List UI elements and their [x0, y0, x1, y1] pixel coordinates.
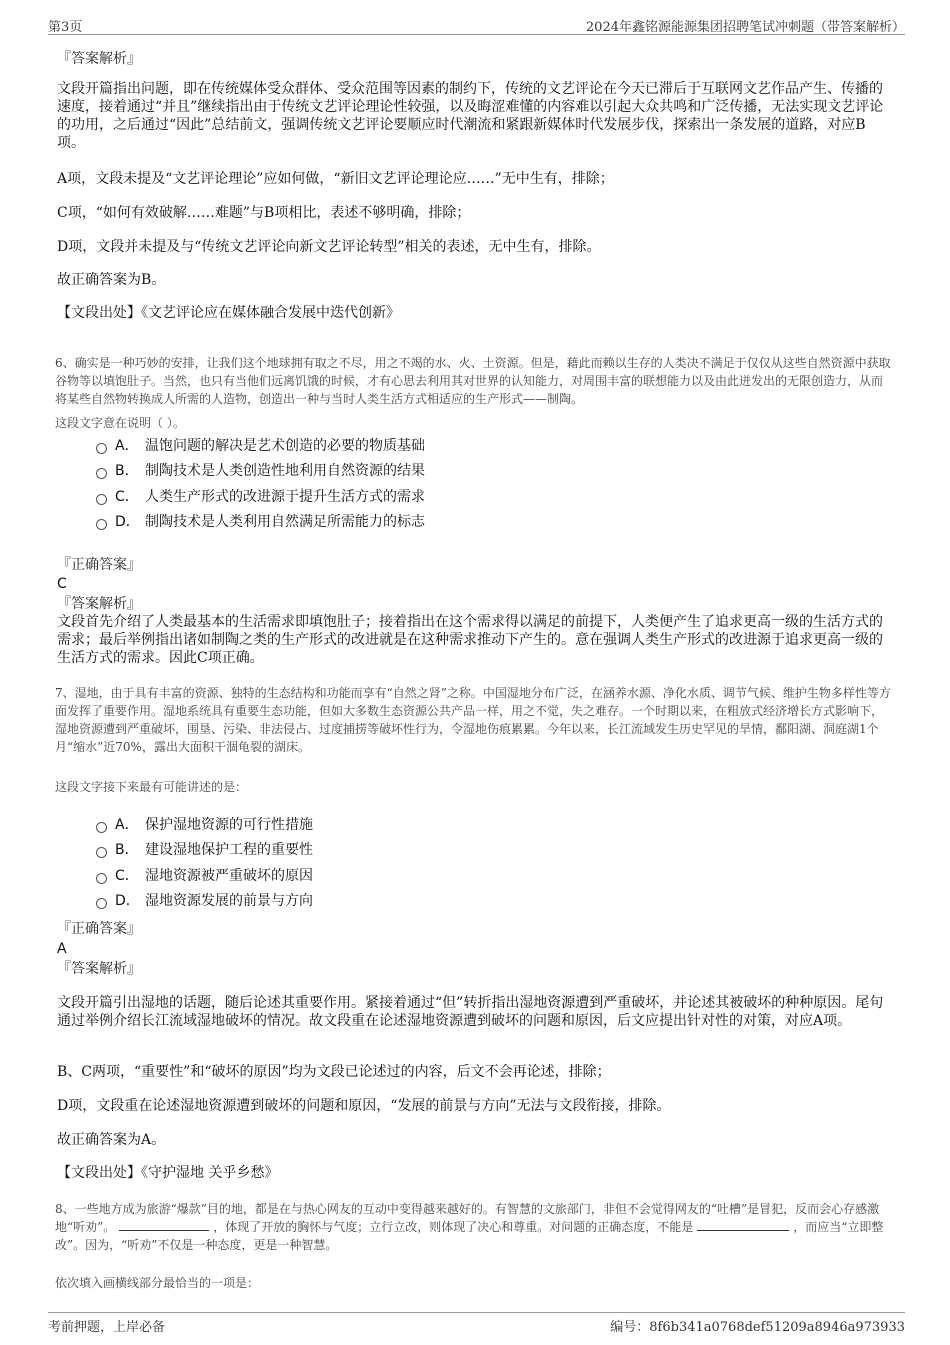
page-header [48, 14, 905, 35]
q6-analysis-label: 『答案解析』 [57, 596, 141, 612]
q6-stem: 6、确实是一种巧妙的安排，让我们这个地球拥有取之不尽，用之不竭的水、火、土资源。但是，藉此而赖以生存的人类决不满足于仅仅从这些自然资源中获取谷物等以填饱肚子。当然，也只有当他们远离饥饿的时候，才有心思去利用其对世界的认知能力，对周围丰富的联想能力以及由此迸发出的无限创造力，从而将某些自然物转换成人所需的人造物，创造出一种与当时人类生活方式相适应的生产形式——制陶。 [55, 356, 891, 406]
q5-source: 【文段出处】《文艺评论应在媒体融合发展中迭代创新》 [57, 305, 400, 321]
q5-option-c-explanation: C项，“如何有效破解……难题”与B项相比，表述不够明确，排除； [57, 205, 471, 221]
radio-icon[interactable] [96, 898, 107, 909]
q6-correct-answer: C [57, 576, 67, 592]
q5-analysis: 文段开篇指出问题，即在传统媒体受众群体、受众范围等因素的制约下，传统的文艺评论在今天已滞后于互联网文艺作品产生、传播的速度，接着通过“并且”继续指出由于传统文艺评论理论性较强，以及晦涩难懂的内容难以引起大众共鸣和广泛传播，无法实现文艺评论的功用，之后通过“因此”总结前文，强调传统文艺评论要顺应时代潮流和紧跟新媒体时代发展步伐，探索出一条发展的道路，对应B项。 [57, 81, 884, 151]
document-code: 编号：8f6b341a0768def51209a8946a973933 [610, 1320, 905, 1335]
radio-icon[interactable] [96, 822, 107, 833]
q5-option-a-explanation: A项，文段未提及“文艺评论理论”应如何做，“新旧文艺评论理论应……”无中生有，排除； [57, 171, 614, 187]
q7-stem: 7、湿地，由于具有丰富的资源、独特的生态结构和功能而享有“自然之肾”之称。中国湿地分布广泛，在涵养水源、净化水质、调节气候、维护生物多样性等方面发挥了重要作用。湿地系统具有重要生态功能，但如大多数生态资源公共产品一样，用之不觉，失之难存。一个时期以来，在粗放式经济增长方式影响下，湿地资源遭到严重破坏，围垦、污染、非法侵占、过度捕捞等破坏性行为，令湿地伤痕累累。今年以来，长江流域发生历史罕见的旱情，鄱阳湖、洞庭湖1个月“缩水”近70%，露出大面积干涸龟裂的湖床。 [55, 686, 891, 754]
fill-blank-2[interactable] [697, 1220, 789, 1231]
q7-prompt: 这段文字接下来最有可能讲述的是： [55, 780, 248, 794]
q6-analysis: 文段首先介绍了人类最基本的生活需求即填饱肚子；接着指出在这个需求得以满足的前提下，人类便产生了追求更高一级的生活方式的需求；最后举例指出诸如制陶之类的生产形式的改进就是在这种需求推动下产生的。意在强调人类生产形式的改进源于追求更高一级的生活方式的需求。因此C项正确。 [57, 614, 883, 666]
q6-option-c[interactable]: C． 人类生产形式的改进源于提升生活方式的需求 [96, 485, 425, 507]
q8-stem: 8、一些地方成为旅游“爆款”目的地，都是在与热心网友的互动中变得越来越好的。有智慧的文旅部门，非但不会觉得网友的“吐槽”是冒犯，反而会心存感激地“听劝”。 ，体现了开放的胸怀与气度；立行立改，则体现了决心和尊重。对问题的正确态度，不能是 ，而应当“立即整改”。因为，“听劝”不仅是一种态度，更是一种智慧。 [55, 1202, 884, 1252]
q7-option-d-explanation: D项，文段重在论述湿地资源遭到破坏的问题和原因，“发展的前景与方向”无法与文段衔接，排除。 [57, 1098, 671, 1114]
q8-prompt: 依次填入画横线部分最恰当的一项是： [55, 1276, 260, 1290]
q7-correct-label: 『正确答案』 [57, 921, 141, 937]
radio-icon[interactable] [96, 847, 107, 858]
q6-correct-label: 『正确答案』 [57, 557, 141, 573]
radio-icon[interactable] [96, 443, 107, 454]
q7-option-c[interactable]: C． 湿地资源被严重破坏的原因 [96, 864, 313, 886]
footer-slogan: 考前押题，上岸必备 [48, 1320, 166, 1335]
q6-prompt: 这段文字意在说明（ ）。 [55, 416, 185, 430]
fill-blank-1[interactable] [119, 1220, 209, 1231]
q7-analysis: 文段开篇引出湿地的话题，随后论述其重要作用。紧接着通过“但”转折指出湿地资源遭到严重破坏，并论述其被破坏的种种原因。尾句通过举例介绍长江流域湿地破坏的情况。故文段重在论述湿地资源遭到破坏的问题和原因，后文应提出针对性的对策，对应A项。 [57, 995, 884, 1029]
radio-icon[interactable] [96, 519, 107, 530]
q7-option-b[interactable]: B． 建设湿地保护工程的重要性 [96, 838, 313, 860]
q6-option-d[interactable]: D． 制陶技术是人类利用自然满足所需能力的标志 [96, 510, 425, 532]
q5-option-d-explanation: D项，文段并未提及与“传统文艺评论向新文艺评论转型”相关的表述，无中生有，排除。 [57, 239, 601, 255]
document-title: 2024年鑫铭源能源集团招聘笔试冲刺题（带答案解析） [585, 20, 905, 35]
radio-icon[interactable] [96, 468, 107, 479]
q7-option-d[interactable]: D． 湿地资源发展的前景与方向 [96, 889, 313, 911]
page-number: 第3页 [48, 20, 83, 35]
q7-correct-answer: A [57, 941, 67, 957]
radio-icon[interactable] [96, 873, 107, 884]
q7-analysis-label: 『答案解析』 [57, 961, 141, 977]
q7-option-a[interactable]: A． 保护湿地资源的可行性措施 [96, 813, 313, 835]
q7-source: 【文段出处】《守护湿地 关乎乡愁》 [57, 1165, 279, 1181]
q7-option-bc-explanation: B、C两项，“重要性”和“破坏的原因”均为文段已论述过的内容，后文不会再论述，排除； [57, 1064, 611, 1080]
page-footer [48, 1312, 905, 1335]
q6-option-b[interactable]: B． 制陶技术是人类创造性地利用自然资源的结果 [96, 459, 425, 481]
q7-conclusion: 故正确答案为A。 [57, 1132, 166, 1148]
q6-option-a[interactable]: A． 温饱问题的解决是艺术创造的必要的物质基础 [96, 434, 425, 456]
q5-conclusion: 故正确答案为B。 [57, 272, 166, 288]
radio-icon[interactable] [96, 494, 107, 505]
q5-analysis-label: 『答案解析』 [57, 51, 141, 67]
